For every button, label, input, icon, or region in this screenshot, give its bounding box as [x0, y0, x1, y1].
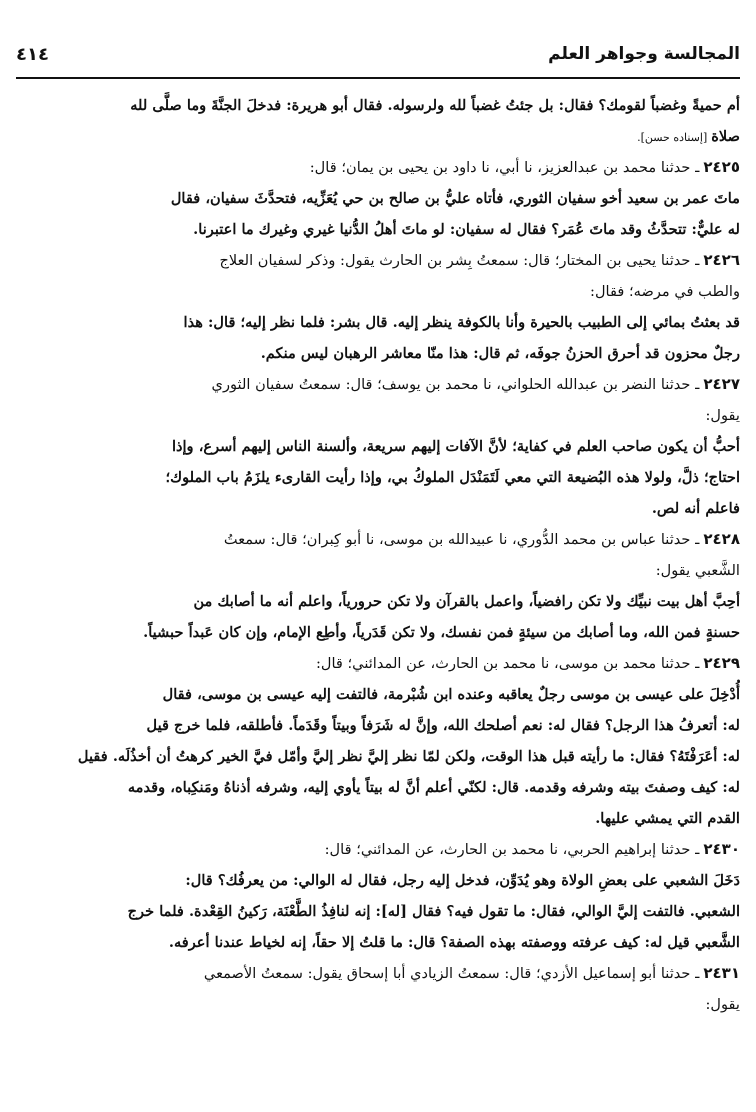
text-fragment: صلاة [711, 128, 740, 145]
text-line: رجلٌ محزون قد أحرق الحزنُ جوفَه، ثم قال: هذا منّا معاشر الرهبان ليس منكم. [260, 345, 740, 362]
text-line: أم حميةً وغضباً لقومك؟ فقال: بل جئتُ غضباً لله ولرسوله. فقال أبو هريرة: فدخلَ الجنَّةَ وما صلَّى لله [130, 97, 740, 114]
isnad-text: ـ حدثنا عباس بن محمد الدُّوري، نا عبيدالله بن موسى، نا أبو كِبران؛ قال: سمعتُ [223, 531, 700, 548]
text-line: دَخَلَ الشعبي على بعضِ الولاة وهو يُدَوِّن، فدخل إليه رجل، فقال له الوالي: من يعرفُك؟ قال: [185, 872, 740, 889]
header-rule [16, 77, 740, 79]
page-body [16, 90, 740, 1096]
isnad-text: ـ حدثنا إبراهيم الحربي، نا محمد بن الحارث، عن المدائني؛ قال: [324, 841, 700, 858]
hadith-isnad [16, 524, 740, 555]
hadith-number: ٢٤٢٥ [703, 158, 740, 176]
isnad-continuation: والطب في مرضه؛ فقال: [590, 283, 740, 300]
hadith-number: ٢٤٢٦ [703, 251, 740, 269]
hadith-number: ٢٤٢٩ [703, 654, 740, 672]
isnad-text: ـ حدثنا يحيى بن المختار؛ قال: سمعتُ بِشر بن الحارث يقول: وذكر لسفيان العلاج [219, 252, 700, 269]
text-line: قد بعثتُ بمائي إلى الطبيب بالحيرة وأنا بالكوفة ينظر إليه. قال بشر: فلما نظر إليه؛ قال: هذا [183, 314, 740, 331]
hadith-grade: [إسناده حسن]. [637, 131, 708, 144]
text-line: أحِبَّ أهل بيت نبيِّك ولا تكن رافضياً، واعمل بالقرآن ولا تكن حرورياً، واعلم أنه ما أصابك من [193, 593, 740, 610]
text-line [16, 121, 740, 152]
hadith-isnad [16, 245, 740, 276]
book-title: المجالسة وجواهر العلم [548, 44, 740, 64]
hadith-number: ٢٤٢٨ [703, 530, 740, 548]
text-line: الشَّعبي قيل له: كيف عرفته ووصفته بهذه الصفة؟ قال: ما قلتُ إلا حقاً، إنه لخياط عندنا أعرفه. [168, 934, 740, 951]
hadith-number: ٢٤٣٠ [703, 840, 740, 858]
hadith-isnad [16, 648, 740, 679]
text-line: القدم التي يمشي عليها. [595, 810, 740, 827]
text-line: له: أتعرفُ هذا الرجل؟ فقال له: نعم أصلحك الله، وإنَّ له شَرَفاً وبيتاً وقَدَماً. فأطلقه، فلما خرج قيل [146, 717, 740, 734]
hadith-isnad [16, 958, 740, 989]
text-line: احتاج؛ ذلَّ، ولولا هذه البُضيعة التي معي لَتَمَنْدَل الملوكُ بي، وإذا رأيت القارىء يلزَمُ باب الملوك؛ [165, 469, 740, 486]
isnad-text: ـ حدثنا محمد بن عبدالعزيز، نا أبي، نا داود بن يحيى بن يمان؛ قال: [309, 159, 700, 176]
text-line: أحبُّ أن يكون صاحب العلم في كفاية؛ لأنَّ الآفات إليهم سريعة، وألسنة الناس إليهم أسرع، وإذا [171, 438, 740, 455]
page-number: ٤١٤ [16, 44, 49, 65]
text-line: له: كيف وصفتَ بيته وشرفه وقدمه. قال: لكنّي أعلم أنَّ له بيتاً يأوي إليه، وشرفه أذناهُ ومَنكِباه، وقدمه [127, 779, 740, 796]
isnad-text: ـ حدثنا محمد بن موسى، نا محمد بن الحارث، عن المدائني؛ قال: [315, 655, 700, 672]
isnad-continuation: يقول: [705, 996, 740, 1013]
text-line: له: أعَرَفْتَهُ؟ فقال: ما رأيته قبل هذا الوقت، ولكن لمّا نظر إليَّ نظر إليَّ وأمّل فيَّ الخير كرهتُ أن أخذُلَه. فقيل [77, 748, 740, 765]
hadith-isnad [16, 834, 740, 865]
text-line: له عليٌّ: تتحدَّثُ وقد ماتَ عُمَر؟ فقال له سفيان: لو ماتَ أهلُ الدُّنيا غيري وغيرك ما اعتبرنا. [193, 221, 740, 238]
text-line: ماتَ عمر بن سعيد أخو سفيان الثوري، فأتاه عليُّ بن صالح بن حي يُعَزِّيه، فتحدَّثَ سفيان، فقال [170, 190, 740, 207]
hadith-isnad [16, 369, 740, 400]
page-header [16, 44, 740, 80]
hadith-isnad [16, 152, 740, 183]
text-line: أُدْخِلَ على عيسى بن موسى رجلٌ يعاقبه وعنده ابن شُبْرمة، فالتفت إليه عيسى بن موسى، فقال [162, 686, 740, 703]
isnad-text: ـ حدثنا أبو إسماعيل الأزدي؛ قال: سمعتُ الزيادي أبا إسحاق يقول: سمعتُ الأصمعي [203, 965, 700, 982]
isnad-continuation: الشَّعبي يقول: [655, 562, 740, 579]
hadith-number: ٢٤٢٧ [703, 375, 740, 393]
text-line: فاعلم أنه لص. [651, 500, 740, 517]
text-line: حسنةٍ فمن الله، وما أصابك من سيئةٍ فمن نفسك، ولا تكن قَدَرياً، وأطِع الإمام، وإن كان عَبداً حبشياً. [143, 624, 740, 641]
isnad-continuation: يقول: [705, 407, 740, 424]
isnad-text: ـ حدثنا النضر بن عبدالله الحلواني، نا محمد بن يوسف؛ قال: سمعتُ سفيان الثوري [211, 376, 700, 393]
text-line: الشعبي. فالتفت إليَّ الوالي، فقال: ما تقول فيه؟ فقال [له]: إنه لنافِذُ الطَّعْنَة، رَكينُ القِعْدة. فلما خرج [127, 903, 740, 920]
hadith-number: ٢٤٣١ [703, 964, 740, 982]
